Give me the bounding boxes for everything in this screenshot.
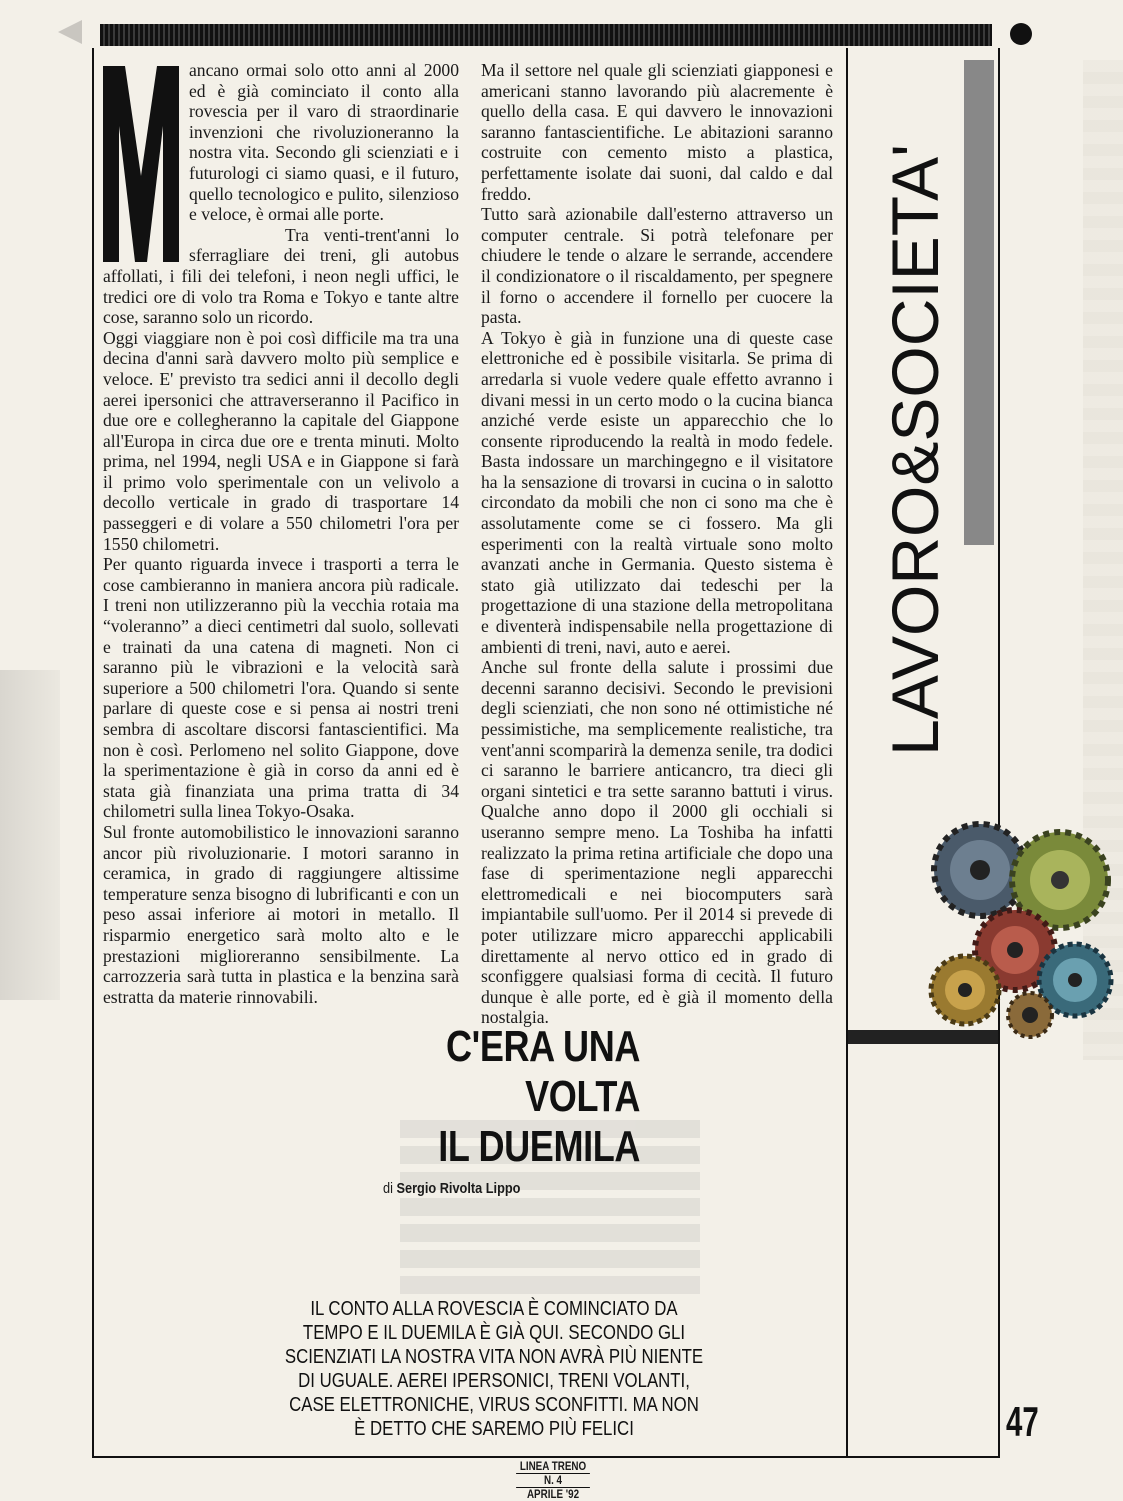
paragraph: Tutto sarà azionabile dall'esterno attraverso un computer centrale. Si potrà telefonare per chiudere le tende o alzare le serrande, accendere il condizionatore o il riscaldamento, per spegnere il forno o accendere il fornello per cuocere la pasta.: [481, 204, 833, 328]
paragraph: Ma il settore nel quale gli scienziati giapponesi e americani stanno lavorando più alacremente è quello della casa. E qui davvero le innovazioni saranno fantascientifiche. Le abitazioni saranno costruite con cemento misto a plastica, perfettamente isolate dai suoni, dal caldo e dal freddo.: [481, 60, 833, 204]
bleed-through-left: [0, 670, 60, 1000]
page-number: 47: [1006, 1398, 1039, 1445]
paragraph: Per quanto riguarda invece i trasporti a terra le cose cambieranno in maniera ancora più radicale. I treni non utilizzeranno più la vecchia rotaia ma “voleranno” a dieci centimetri dal suolo, sollevati e trainati da una catena di magneti. Non ci saranno più le vibrazioni e la velocità sarà superiore a 500 chilometri l'ora. Quando si sente parlare di queste cose e si pensa ai nostri treni sembra di ascoltare discorsi fantascientifici. Ma non è così. Perlomeno nel solito Giappone, dove la sperimentazione è già in corso da anni ed è stata già finanziata una prima tratta di 34 chilometri sulla linea Tokyo-Osaka.: [103, 554, 459, 822]
footer-masthead: [516, 1460, 590, 1501]
dropcap: [103, 66, 179, 262]
byline: [383, 1180, 520, 1197]
paragraph: A Tokyo è già in funzione una di queste case elettroniche ed è possibile visitarla. Se prima di arredarla si vuole vedere quale effetto avranno i divani messi in un certo modo o la cucina bianca anziché verde esiste un apparecchio che lo consente riproducendo la realtà in modo fedele. Basta indossare un marchingegno e il visitatore ha la sensazione di trovarsi in cucina o in salotto circondato da mobili che non ci sono ma che è assolutamente come se ci fossero. Ma gli esperimenti con la realtà virtuale sono molto avanzati anche in Germania. Questo sistema è stato già utilizzato dai tedeschi per la progettazione di una stazione della metropolitana e diventerà indispensabile nella progettazione di ambienti di treni, navi, auto e aerei.: [481, 327, 833, 657]
article-column-left: [103, 60, 459, 1007]
paragraph: ancano ormai solo otto anni al 2000 ed è già cominciato il conto alla rovescia per il varo di straordinarie invenzioni che rivoluzioneranno la nostra vita. Secondo gli scienziati e i futurologi ci siamo quasi, e il futuro, quello tecnologico e pulito, silenzioso e veloce, è ormai alle porte.: [189, 60, 459, 225]
frame-line-right: [998, 48, 1000, 1458]
section-title-text: LAVORO&SOCIETA': [878, 144, 952, 756]
gear-icon: [931, 956, 999, 1024]
headline-line-1: C'ERA UNA VOLTA: [446, 1022, 640, 1121]
paragraph: Oggi viaggiare non è poi così difficile ma tra una decina d'anni sarà davvero molto più semplice e veloce. E' previsto tra sedici anni il decollo degli aerei ipersonici che attraverseranno il Pacifico in due ore e collegheranno la capitale del Giappone all'Europa in circa due ore e trenta minuti. Molto prima, nel 1994, negli USA e in Giappone si farà il primo volo sperimentale con un velivolo a decollo verticale in grado di trasportare 14 passeggeri e di volare a 550 chilometri l'ora per 1550 chilometri.: [103, 327, 459, 554]
bleed-through-arrow: [58, 20, 82, 44]
section-title: [870, 60, 960, 840]
article-headline: [361, 1022, 640, 1172]
frame-line-middle: [846, 48, 848, 1458]
magazine-name: LINEA TRENO: [519, 1459, 587, 1473]
paragraph: Tra venti-trent'anni lo sferragliare dei treni, gli autobus affollati, i fili dei telefoni, i neon negli uffici, le tredici ore di volo tra Roma e Tokyo e tante altre cose, saranno solo un ricordo.: [103, 224, 459, 328]
headline-line-2: IL DUEMILA: [438, 1122, 640, 1171]
article-lede: IL CONTO ALLA ROVESCIA È COMINCIATO DA TEMPO E IL DUEMILA È GIÀ QUI. SECONDO GLI SCIENZIATI LA NOSTRA VITA NON AVRÀ PIÙ NIENTE DI UGUALE. AEREI IPERSONICI, TRENI VOLANTI, CASE ELETTRONICHE, VIRUS SCONFITTI. MA NON È DETTO CHE SAREMO PIÙ FELICI: [284, 1298, 704, 1440]
article-column-right: [481, 60, 833, 1028]
bullet-dot: [1010, 23, 1032, 45]
author-name: Sergio Rivolta Lippo: [396, 1180, 521, 1197]
frame-line-left: [92, 48, 94, 1458]
frame-line-bottom: [92, 1456, 1000, 1458]
paragraph: Anche sul fronte della salute i prossimi due decenni saranno decisivi. Secondo le previsioni degli scienziati, che non sono né ottimistiche né pessimistiche, ma semplicemente realistiche, tra vent'anni scomparirà la demenza senile, tra dodici ci saranno le barriere anticancro, tra dieci gli organi sintetici e tra sette saranno battuti i virus. Qualche anno dopo il 2000 gli occhiali si useranno sempre meno. La Toshiba ha infatti realizzato la prima retina artificiale che dopo una fase di sperimentazione negli apparecchi elettromedicali e nei biocomputers sarà impiantabile sull'uomo. Per il 2014 si prevede di poter utilizzare micro apparecchi applicabili direttamente al nervo ottico ed in grado di sconfiggere qualsiasi forma di cecità. Il futuro dunque è alle porte, ed è già il momento della nostalgia.: [481, 657, 833, 1028]
gears-illustration: [910, 800, 1120, 1040]
gear-icon: [1039, 944, 1111, 1016]
section-divider-bar: [848, 1030, 998, 1044]
byline-prefix: di: [383, 1180, 393, 1197]
top-rule-bar: [100, 24, 992, 46]
gear-icon: [934, 824, 1026, 916]
section-color-bar: [964, 60, 994, 545]
issue-number: N. 4: [516, 1473, 590, 1487]
gear-icon: [1008, 993, 1052, 1037]
issue-date: APRILE '92: [516, 1487, 590, 1501]
paragraph: Sul fronte automobilistico le innovazioni saranno ancor più rivoluzionarie. I motori saranno in ceramica, in grado di raggiungere altissime temperature senza bisogno di lubrificanti e con un peso assai inferiore ai motori in metallo. Il risparmio energetico sarà molto alto e le prestazioni miglioreranno sensibilmente. La carrozzeria sarà tutta in plastica e la benzina sarà estratta da materie rinnovabili.: [103, 821, 459, 1007]
